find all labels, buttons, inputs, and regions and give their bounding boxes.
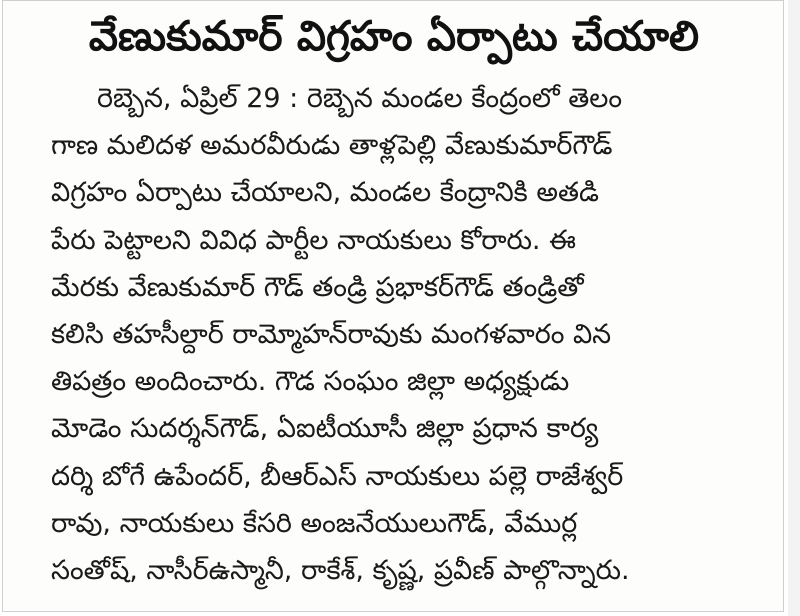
article-line: మోడెం సుదర్శన్‌గౌడ్, ఏఐటీయూసీ జిల్లా ప్రధాన కార్య	[51, 413, 599, 445]
article-headline: వేణుకుమార్ విగ్రహం ఏర్పాటు చేయాలి	[88, 12, 700, 60]
article-line: గాణ మలిదళ అమరవీరుడు తాళ్లపెల్లి వేణుకుమార్‌గౌడ్	[51, 130, 613, 162]
article-body	[51, 75, 751, 594]
page-edge-shadow	[788, 0, 800, 616]
article-line: విగ్రహం ఏర్పాటు చేయాలని, మండల కేంద్రానికి అతడి	[51, 177, 599, 209]
article-line: రెబ్బెన, ఏప్రిల్ 29 : రెబ్బెన మండల కేంద్రంలో తెలం	[97, 83, 623, 114]
article-line: రావు, నాయకులు కేసరి అంజనేయులుగౌడ్, వేముర్ల	[51, 507, 578, 539]
article-line: తిపత్రం అందించారు. గౌడ సంఘం జిల్లా అధ్యక్షుడు	[51, 366, 570, 398]
newspaper-clipping	[2, 0, 784, 612]
article-line: కలిసి తహసీల్దార్ రామ్మోహన్‌రావుకు మంగళవారం విన	[51, 318, 612, 350]
article-line: మేరకు వేణుకుమార్ గౌడ్ తండ్రి ప్రభాకర్‌గౌడ్ తండ్రితో	[51, 271, 584, 303]
article-line: సంతోష్, నాసీర్‌ఉస్మానీ, రాకేశ్, కృష్ణ, ప్రవీణ్ పాల్గొన్నారు.	[51, 554, 630, 586]
article-line: పేరు పెట్టాలని వివిధ పార్టీల నాయకులు కోరారు. ఈ	[51, 224, 576, 256]
article-line: దర్శి బోగే ఉపేందర్, బీఆర్ఎస్ నాయకులు పల్లె రాజేశ్వర్	[51, 460, 624, 492]
